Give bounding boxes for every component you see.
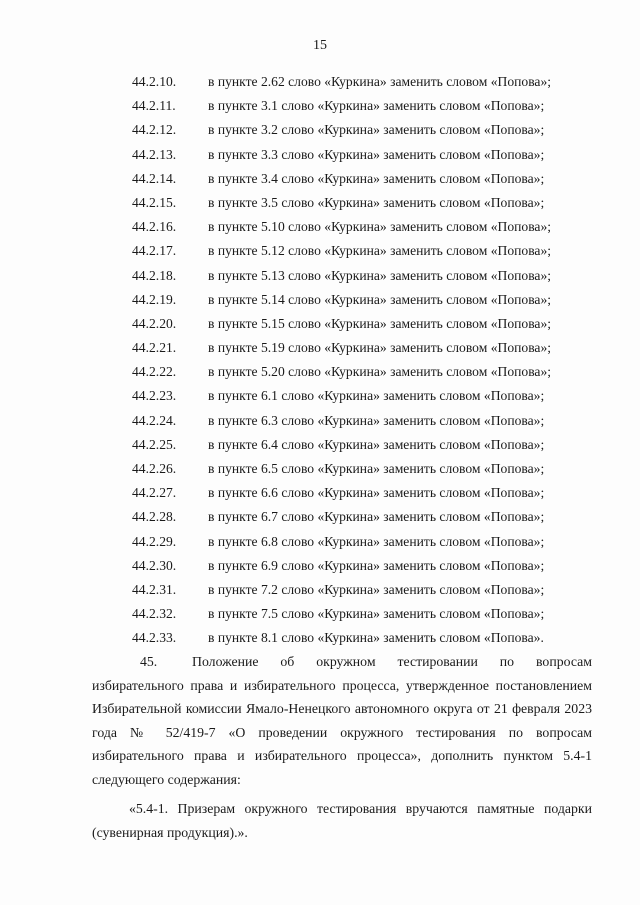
item-text: в пункте 7.2 слово «Куркина» заменить словом «Попова»; xyxy=(208,581,545,597)
list-item xyxy=(0,384,640,408)
list-item xyxy=(0,264,640,288)
list-item xyxy=(0,167,640,191)
list-item xyxy=(0,288,640,312)
list-item xyxy=(0,94,640,118)
item-number: 44.2.21. xyxy=(132,340,177,356)
item-number: 44.2.18. xyxy=(132,267,177,283)
list-item xyxy=(0,433,640,457)
item-text: в пункте 5.15 слово «Куркина» заменить словом «Попова»; xyxy=(208,315,552,331)
list-item xyxy=(0,70,640,94)
item-number: 44.2.27. xyxy=(132,485,177,501)
item-number: 44.2.28. xyxy=(132,509,177,525)
item-text: в пункте 6.1 слово «Куркина» заменить словом «Попова»; xyxy=(208,388,545,404)
item-text: в пункте 6.8 слово «Куркина» заменить словом «Попова»; xyxy=(208,533,545,549)
item-text: в пункте 6.3 слово «Куркина» заменить словом «Попова»; xyxy=(208,412,545,428)
item-number: 44.2.13. xyxy=(132,146,177,162)
list-item xyxy=(0,360,640,384)
item-number: 44.2.25. xyxy=(132,436,177,452)
item-number: 44.2.14. xyxy=(132,170,177,186)
item-text: в пункте 3.4 слово «Куркина» заменить словом «Попова»; xyxy=(208,170,545,186)
item-text: в пункте 8.1 слово «Куркина» заменить словом «Попова». xyxy=(208,630,544,646)
item-number: 44.2.20. xyxy=(132,315,177,331)
list-item xyxy=(0,554,640,578)
page-number: 15 xyxy=(313,38,327,53)
item-text: в пункте 3.2 слово «Куркина» заменить словом «Попова»; xyxy=(208,122,545,138)
item-number: 44.2.31. xyxy=(132,581,177,597)
list-item xyxy=(0,481,640,505)
item-number: 44.2.32. xyxy=(132,606,177,622)
list-item xyxy=(0,578,640,602)
list-item xyxy=(0,191,640,215)
list-item xyxy=(0,505,640,529)
item-text: в пункте 6.4 слово «Куркина» заменить словом «Попова»; xyxy=(208,436,545,452)
item-text: в пункте 3.3 слово «Куркина» заменить словом «Попова»; xyxy=(208,146,545,162)
list-item xyxy=(0,457,640,481)
item-number: 44.2.33. xyxy=(132,630,177,646)
item-text: в пункте 6.7 слово «Куркина» заменить словом «Попова»; xyxy=(208,509,545,525)
item-number: 44.2.12. xyxy=(132,122,177,138)
item-number: 44.2.19. xyxy=(132,291,177,307)
amendment-list xyxy=(0,70,640,651)
item-text: в пункте 5.14 слово «Куркина» заменить словом «Попова»; xyxy=(208,291,552,307)
list-item xyxy=(0,409,640,433)
item-text: в пункте 6.5 слово «Куркина» заменить словом «Попова»; xyxy=(208,461,545,476)
item-text: в пункте 2.62 слово «Куркина» заменить словом «Попова»; xyxy=(208,74,552,89)
list-item xyxy=(0,530,640,554)
item-text: в пункте 3.5 слово «Куркина» заменить словом «Попова»; xyxy=(208,194,545,210)
item-text: в пункте 3.1 слово «Куркина» заменить словом «Попова»; xyxy=(208,98,545,114)
paragraph-45 xyxy=(92,650,592,791)
item-text: в пункте 7.5 слово «Куркина» заменить словом «Попова»; xyxy=(208,606,545,622)
item-number: 44.2.15. xyxy=(132,194,177,210)
item-number: 44.2.22. xyxy=(132,364,177,380)
list-item xyxy=(0,239,640,263)
item-text: в пункте 5.12 слово «Куркина» заменить словом «Попова»; xyxy=(208,243,552,259)
list-item xyxy=(0,118,640,142)
item-number: 44.2.30. xyxy=(132,557,177,573)
list-item xyxy=(0,626,640,650)
paragraph-45-text: Положение об окружном тестировании по вопросам избирательного права и избирательного процесса, утвержденное постановлением Избирательной комиссии Ямало-Ненецкого автономного округа от 21 февраля 2023 года № 52/419-7 «О проведении окружного тестирования по вопросам избирательного права и избирательного процесса», дополнить пунктом 5.4-1 следующего содержания: xyxy=(92,654,592,787)
item-text: в пункте 5.10 слово «Куркина» заменить словом «Попова»; xyxy=(208,219,552,235)
item-text: в пункте 6.6 слово «Куркина» заменить словом «Попова»; xyxy=(208,485,545,501)
list-item xyxy=(0,143,640,167)
item-text: в пункте 5.19 слово «Куркина» заменить словом «Попова»; xyxy=(208,340,552,356)
item-text: в пункте 6.9 слово «Куркина» заменить словом «Попова»; xyxy=(208,557,545,573)
item-number: 44.2.29. xyxy=(132,533,177,549)
paragraph-45-number: 45. xyxy=(140,654,158,669)
item-text: в пункте 5.20 слово «Куркина» заменить словом «Попова»; xyxy=(208,364,552,380)
paragraph-5-4-1: «5.4-1. Призерам окружного тестирования вручаются памятные подарки (сувенирная продукция).». xyxy=(92,801,592,840)
item-number: 44.2.26. xyxy=(132,461,177,476)
list-item xyxy=(0,215,640,239)
item-text: в пункте 5.13 слово «Куркина» заменить словом «Попова»; xyxy=(208,267,552,283)
list-item xyxy=(0,602,640,626)
item-number: 44.2.10. xyxy=(132,74,177,89)
item-number: 44.2.11. xyxy=(132,98,176,114)
item-number: 44.2.16. xyxy=(132,219,177,235)
item-number: 44.2.24. xyxy=(132,412,177,428)
list-item xyxy=(0,336,640,360)
item-number: 44.2.23. xyxy=(132,388,177,404)
item-number: 44.2.17. xyxy=(132,243,177,259)
list-item xyxy=(0,312,640,336)
